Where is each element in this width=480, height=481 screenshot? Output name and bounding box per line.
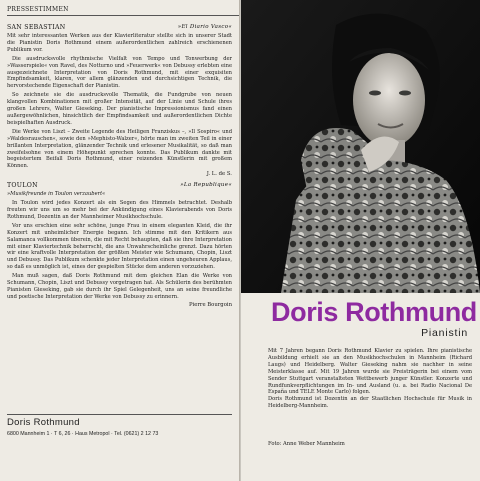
review-paragraph: Mit sehr interessanten Werken aus der Klavierliteratur stellte sich in unserer Stadt die Pianistin Doris Rothmund einem außerordentlichen zahlreich erschienenen Publikum vor. <box>7 33 232 53</box>
photo-credit: Foto: Anne Weber Mannheim <box>268 441 345 447</box>
portrait-photo <box>241 0 480 293</box>
footer-name: Doris Rothmund <box>7 417 80 428</box>
profile-page <box>241 0 480 481</box>
review-source: »El Diario Vasco« <box>177 24 232 30</box>
artist-role: Pianistin <box>421 327 468 339</box>
contact-footer <box>7 414 232 437</box>
bio-paragraph: Mit 7 Jahren begann Doris Rothmund Klavier zu spielen. Ihre pianistische Ausbildung erhielt sie an den Musikhochschulen in Mannheim (Richard Laugs) und Heidelberg. Walter Gieseking nahm sie nachher in seine Meisterklasse auf. Mit 19 Jahren wurde sie Preisträgerin bei einem vom Sender Stuttgart veranstalteten Wettbewerb junger Künstler. Konzerte und Rundfunkverpflichtungen im In- und Ausland (u. a. bei Radio Nacional De España und TELE Monte Carlo) folgen. <box>268 348 472 396</box>
review-paragraph: So zeichnete sie die ausdrucksvolle Thematik, die Fundgrube von neuen klangvollen Kombinationen mit großer Intensität, auf der Linie und Schule ihres großen Lehrers, Walter Gieseking. Der pianistische Impressionismus fand einen außergewöhnlichen, hinsichtlich der Empfindsamkeit und außerordentlichen Dichte beispielhaften Ausdruck. <box>7 92 232 126</box>
review-paragraph: In Toulon wird jedes Konzert als ein Segen des Himmels betrachtet. Deshalb freuten wir uns um so mehr bei der Ankündigung eines Klavierabends von Doris Rothmund, Dozentin an der Mannheimer Musikhochschule. <box>7 200 232 220</box>
bio-paragraph: Doris Rothmund ist Dozentin an der Staatlichen Hochschule für Musik in Heidelberg-Mannheim. <box>268 396 472 410</box>
review-city: TOULON <box>7 182 38 190</box>
footer-divider <box>7 414 232 415</box>
review-signature: Pierre Bourgoin <box>189 301 232 308</box>
review-paragraph: Die ausdrucksvolle rhythmische Vielfalt von Tempo und Tonwerbung der »Wasserspiele« von Ravel, des Notturno und »Feuerwerk« von Debussy erlebten eine ausgezeichnete Interpretation von Doris Rothmund, mit einer exquisiten Empfindsamkeit, klaren, vor allem glänzenden und durchsichtigen Technik, die hervorstechende Eigenschaft der Pianistin. <box>7 55 232 90</box>
review-paragraph: Die Werke von Liszt – Zweite Legende des Heiligen Franziskus –, »Il Sospiro« und »Waldesrauschen«, sowie den »Mephisto-Walzer«, hörte man im zweiten Teil in einer brillanten Interpretation, glänzender Technik und erlesener Musikalität, so daß man zweifelsohne von einem Höhepunkt sprechen konnte. Das Publikum dankte mit begeistertem Beifall Doris Rothmund, einer reizenden Künstlerin mit großem Können. <box>7 128 232 170</box>
biography <box>268 348 472 410</box>
review-paragraph: Man muß sagen, daß Doris Rothmund mit dem gleichen Elan die Werke von Schumann, Chopin, Liszt und Debussy vorgetragen hat. Als Schülerin des berühmten Pianisten Gieseking, gab sie durch ihr Spiel Gelegenheit, uns an seine freundliche und poetische Interpretation der Werke von Debussy zu erinnern. <box>7 273 232 300</box>
review-heading <box>7 24 232 31</box>
review-signature: J. L. de S. <box>206 171 232 178</box>
artist-name: Doris Rothmund <box>271 297 477 327</box>
section-header: PRESSESTIMMEN <box>7 6 239 16</box>
review-city: SAN SEBASTIAN <box>7 24 66 31</box>
review-headline: »Musikfreunde in Toulon verzaubert« <box>7 191 106 198</box>
review-heading <box>7 182 232 189</box>
footer-address: 6800 Mannheim 1 · T 6, 26 · Haus Metropol · Tel. (0621) 2 12 73 <box>7 431 159 437</box>
review-paragraph: Vor uns erschien eine sehr schöne, junge Frau in einem eleganten Kleid, die ihr Konzert mit unheimlicher Energie begann. Ich stimme mit den Kritikern aus Salamanca vollkommen überein, die mit Recht behaupten, daß sie ihre Interpretation mit einer Klaviertechnik beherrscht, die ans Unwahrscheinliche grenzt. Dazu hörten wir eine kraftvolle Interpretation der größten Meister wie Schumann, Chopin, Liszt und Debussy. Das Publikum schenkte jeder Interpretation einen ungeheuren Applaus, so daß es unmöglich ist, eines der gespielten Stücke dem anderen vorzuziehen. <box>7 222 232 271</box>
portrait-illustration <box>241 0 480 293</box>
review-source: »La Republique« <box>180 182 232 189</box>
